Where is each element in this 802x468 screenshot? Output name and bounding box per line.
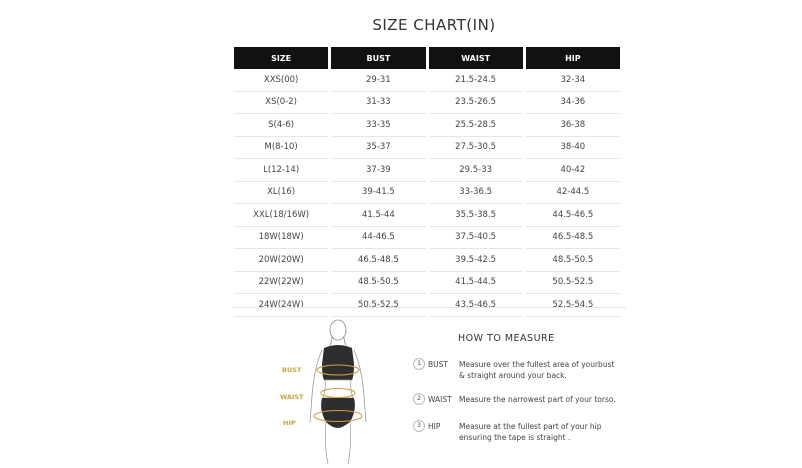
cell-size: 20W(20W) [234, 249, 328, 272]
table-row [234, 272, 620, 295]
cell-hip: 38-40 [526, 137, 620, 160]
cell-waist: 33-36.5 [429, 182, 523, 205]
cell-bust: 50.5-52.5 [331, 294, 425, 317]
table-row [234, 249, 620, 272]
header-hip: HIP [526, 47, 620, 69]
cell-size: XXL(18/16W) [234, 204, 328, 227]
table-row [234, 227, 620, 250]
table-row [234, 69, 620, 92]
cell-size: XS(0-2) [234, 92, 328, 115]
step-description-line: ensuring the tape is straight . [459, 433, 571, 442]
step-number: 2 [413, 393, 425, 405]
figure-label-waist: WAIST [280, 393, 304, 401]
cell-bust: 33-35 [331, 114, 425, 137]
section-divider [231, 307, 626, 308]
cell-bust: 41.5-44 [331, 204, 425, 227]
cell-bust: 35-37 [331, 137, 425, 160]
step-number: 1 [413, 358, 425, 370]
cell-hip: 40-42 [526, 159, 620, 182]
cell-waist: 37.5-40.5 [429, 227, 523, 250]
cell-bust: 39-41.5 [331, 182, 425, 205]
cell-hip: 46.5-48.5 [526, 227, 620, 250]
step-number: 3 [413, 420, 425, 432]
cell-size: 18W(18W) [234, 227, 328, 250]
cell-waist: 35.5-38.5 [429, 204, 523, 227]
cell-bust: 48.5-50.5 [331, 272, 425, 295]
cell-size: XXS(00) [234, 69, 328, 92]
step-description-line: Measure the narrowest part of your torso. [459, 395, 616, 404]
cell-size: XL(16) [234, 182, 328, 205]
step-name: HIP [428, 422, 441, 431]
cell-waist: 25.5-28.5 [429, 114, 523, 137]
figure-label-bust: BUST [282, 366, 302, 374]
cell-waist: 43.5-46.5 [429, 294, 523, 317]
step-name: BUST [428, 360, 448, 369]
table-row [234, 182, 620, 205]
cell-waist: 41.5-44.5 [429, 272, 523, 295]
step-description-line: Measure over the fullest area of yourbust [459, 360, 615, 369]
table-row [234, 92, 620, 115]
cell-bust: 29-31 [331, 69, 425, 92]
table-header-row [234, 47, 620, 69]
page-title: SIZE CHART(IN) [372, 16, 496, 34]
body-silhouette-icon [270, 318, 410, 464]
table-row [234, 294, 620, 317]
cell-size: S(4-6) [234, 114, 328, 137]
cell-hip: 36-38 [526, 114, 620, 137]
how-to-measure-title: HOW TO MEASURE [458, 333, 555, 344]
table-row [234, 204, 620, 227]
cell-waist: 29.5-33 [429, 159, 523, 182]
cell-hip: 48.5-50.5 [526, 249, 620, 272]
cell-waist: 23.5-26.5 [429, 92, 523, 115]
table-row [234, 137, 620, 160]
header-size: SIZE [234, 47, 328, 69]
body-figure [270, 318, 410, 464]
table-row [234, 114, 620, 137]
cell-hip: 34-36 [526, 92, 620, 115]
cell-size: M(8-10) [234, 137, 328, 160]
cell-size: 24W(24W) [234, 294, 328, 317]
header-bust: BUST [331, 47, 425, 69]
cell-waist: 21.5-24.5 [429, 69, 523, 92]
cell-waist: 27.5-30.5 [429, 137, 523, 160]
size-chart-table [231, 47, 623, 317]
cell-hip: 42-44.5 [526, 182, 620, 205]
figure-label-hip: HIP [283, 419, 296, 427]
cell-waist: 39.5-42.5 [429, 249, 523, 272]
cell-bust: 31-33 [331, 92, 425, 115]
cell-bust: 44-46.5 [331, 227, 425, 250]
cell-bust: 46.5-48.5 [331, 249, 425, 272]
cell-hip: 52.5-54.5 [526, 294, 620, 317]
cell-bust: 37-39 [331, 159, 425, 182]
table-row [234, 159, 620, 182]
cell-hip: 44.5-46.5 [526, 204, 620, 227]
step-description-line: Measure at the fullest part of your hip [459, 422, 602, 431]
table-body [234, 69, 620, 317]
cell-size: 22W(22W) [234, 272, 328, 295]
cell-size: L(12-14) [234, 159, 328, 182]
step-description-line: & straight around your back. [459, 371, 567, 380]
cell-hip: 32-34 [526, 69, 620, 92]
cell-hip: 50.5-52.5 [526, 272, 620, 295]
header-waist: WAIST [429, 47, 523, 69]
step-name: WAIST [428, 395, 452, 404]
